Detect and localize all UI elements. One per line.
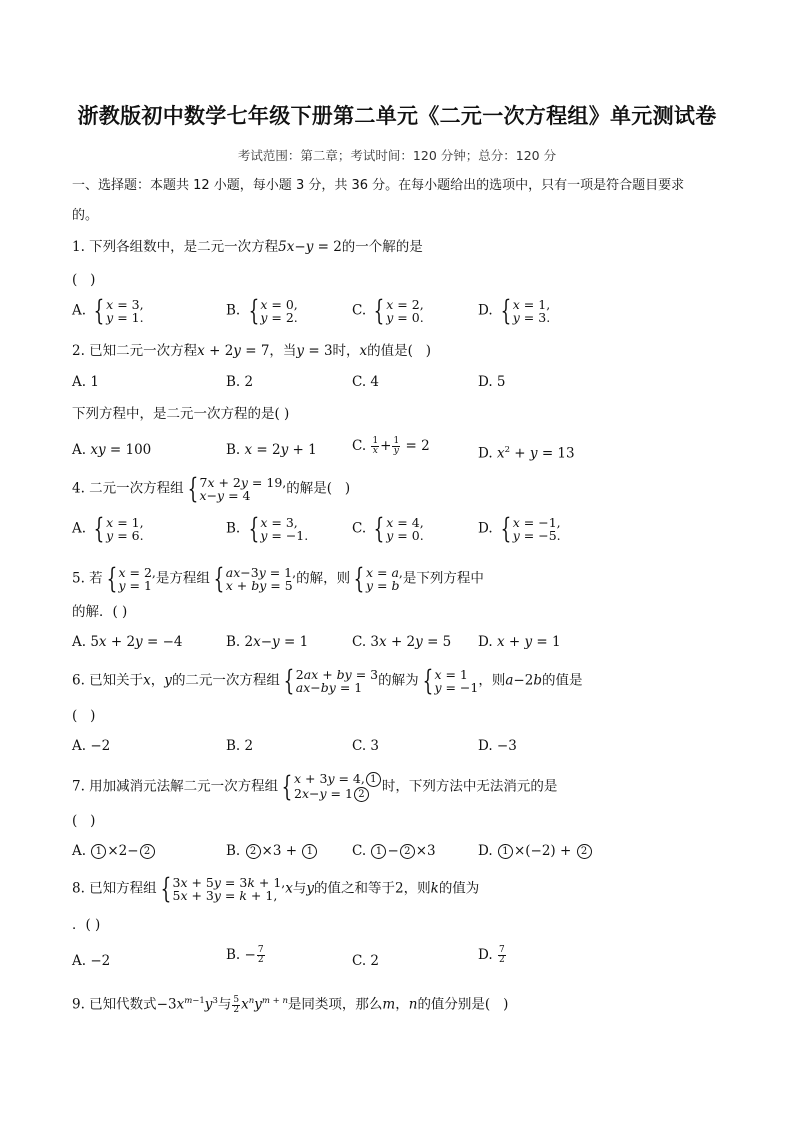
q1-option-b[interactable]: B. { x = 0, y = 2.	[226, 294, 298, 327]
q2-option-a[interactable]: A. 1	[72, 374, 99, 390]
question-8: 8. 已知方程组 { 3x + 5y = 3k + 1, 5x + 3y = k + 1, x与y的值之和等于2，则k的值为	[72, 872, 480, 905]
question-3: 下列方程中，是二元一次方程的是( )	[72, 406, 290, 422]
q6-option-b[interactable]: B. 2	[226, 738, 254, 754]
question-5-cont: 的解．( )	[72, 604, 128, 620]
question-4: 4. 二元一次方程组 { 7x + 2y = 19, x−y = 4 的解是( )	[72, 472, 351, 505]
q5-option-c[interactable]: C. 3x + 2y = 5	[352, 634, 452, 650]
q6-option-d[interactable]: D. −3	[478, 738, 517, 754]
section-heading-line1: 一、选择题：本题共 12 小题，每小题 3 分，共 36 分。在每小题给出的选项中，只有一项是符合题目要求	[72, 178, 685, 193]
question-9: 9. 已知代数式$-3x^{m-1}y^3$与 $\frac{5}{2}$ $x^ny^{m + n}$是同类项，那么m，n的值分别是( )	[72, 994, 509, 1015]
q5-option-a[interactable]: A. 5x + 2y = −4	[72, 634, 183, 650]
q7-option-d[interactable]: D. 1 ×(−2) + 2	[478, 842, 593, 860]
question-8-cont: ．( )	[72, 917, 101, 933]
q8-option-c[interactable]: C. 2	[352, 953, 380, 969]
q5-option-d[interactable]: D. x + y = 1	[478, 634, 561, 650]
q8-option-a[interactable]: A. −2	[72, 953, 111, 969]
question-7: 7. 用加减消元法解二元一次方程组 { x + 3y = 4, 1 2x−y = 1 2 时，下列方法中无法消元的是	[72, 770, 558, 803]
q7-option-b[interactable]: B. 2 ×3 + 1	[226, 842, 318, 860]
q3-option-c[interactable]: C. $\frac{1}{x}$ + $\frac{1}{y}$ = 2	[352, 436, 430, 456]
exam-info: 考试范围：第二章；考试时间：120 分钟；总分：120 分	[237, 148, 557, 163]
q1-option-d[interactable]: D. { x = 1, y = 3.	[478, 294, 551, 327]
q3-option-a[interactable]: A. xy = 100	[72, 442, 152, 458]
q6-option-c[interactable]: C. 3	[352, 738, 380, 754]
question-7-paren: ( )	[72, 813, 96, 829]
question-1-paren: ( )	[72, 272, 96, 288]
question-6: 6. 已知关于x，y的二元一次方程组 { 2ax + by = 3 ax−by = 1 的解为 { x = 1 y = −1 ，则a−2b的值是	[72, 664, 583, 697]
question-1: 1. 下列各组数中，是二元一次方程5x−y = 2的一个解的是	[72, 239, 423, 255]
question-2: 2. 已知二元一次方程x + 2y = 7，当y = 3时，x的值是( )	[72, 343, 432, 359]
section-heading-line2: 的。	[72, 208, 99, 223]
question-6-paren: ( )	[72, 708, 96, 724]
q3-option-b[interactable]: B. x = 2y + 1	[226, 442, 317, 458]
question-5: 5. 若 { x = 2, y = 1 是方程组 { ax−3y = 1, x + by = 5 的解，则 { x = a, y = b 是下列方程中	[72, 562, 484, 595]
q7-option-c[interactable]: C. 1 − 2 ×3	[352, 843, 436, 859]
q2-option-d[interactable]: D. 5	[478, 374, 506, 390]
q4-option-c[interactable]: C. { x = 4, y = 0.	[352, 512, 424, 545]
exam-title: 浙教版初中数学七年级下册第二单元《二元一次方程组》单元测试卷	[77, 104, 717, 128]
q6-option-a[interactable]: A. −2	[72, 738, 111, 754]
q3-option-d[interactable]: D. $x^2 + y = 13$	[478, 445, 575, 462]
q4-option-b[interactable]: B. { x = 3, y = −1.	[226, 512, 309, 545]
q1-option-a[interactable]: A. { x = 3, y = 1.	[72, 294, 144, 327]
q8-option-d[interactable]: D. $\frac{7}{2}$	[478, 945, 505, 965]
q5-option-b[interactable]: B. 2x−y = 1	[226, 634, 309, 650]
q2-option-c[interactable]: C. 4	[352, 374, 380, 390]
q7-option-a[interactable]: A. 1 ×2− 2	[72, 842, 156, 860]
q2-option-b[interactable]: B. 2	[226, 374, 254, 390]
q1-option-c[interactable]: C. { x = 2, y = 0.	[352, 294, 424, 327]
q8-option-b[interactable]: B. − $\frac{7}{2}$	[226, 945, 264, 965]
q4-option-d[interactable]: D. { x = −1, y = −5.	[478, 512, 561, 545]
q4-option-a[interactable]: A. { x = 1, y = 6.	[72, 512, 144, 545]
